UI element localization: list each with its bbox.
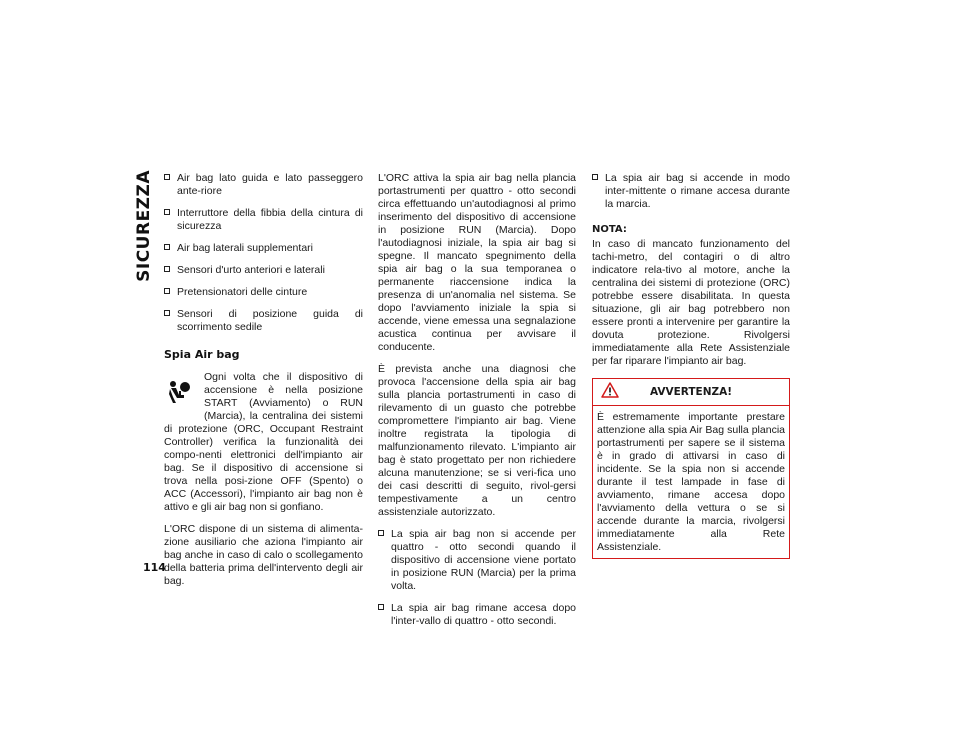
- bullet-square-icon: [378, 604, 384, 610]
- section-heading: Spia Air bag: [164, 348, 240, 361]
- bullet-square-icon: [164, 244, 170, 250]
- bullet-square-icon: [164, 266, 170, 272]
- column-1: [164, 172, 363, 597]
- list-item: La spia air bag rimane accesa dopo l'inter-vallo di quattro - otto secondi.: [378, 602, 576, 628]
- list-item: Pretensionatori delle cinture: [164, 286, 363, 299]
- bullet-square-icon: [164, 288, 170, 294]
- bullet-square-icon: [378, 530, 384, 536]
- warning-box: [592, 378, 790, 559]
- list-item: La spia air bag si accende in modo inter-mittente o rimane accesa durante la marcia.: [592, 172, 790, 211]
- warning-triangle-icon: [601, 382, 619, 398]
- list-item: Air bag laterali supplementari: [164, 242, 363, 255]
- airbag-paragraph-block: [164, 371, 363, 514]
- note-text: In caso di mancato funzionamento del tachi-metro, del contagiri o di altro indicatore rela-tivo al motore, anche la centralina dei sistemi di protezione (ORC) potrebbe essere disabilitata. In questa situazione, gli air bag potrebbero non essere pronti a intervenire per garantire la dovuta protezione. Rivolgersi immediatamente alla Rete Assistenziale per far riparare l'impianto air bag.: [592, 238, 790, 367]
- list-item: La spia air bag non si accende per quattro - otto secondi quando il dispositivo di accensione viene portato in posizione RUN (Marcia) per la prima volta.: [378, 528, 576, 593]
- warning-header: [593, 379, 789, 406]
- list-item: Air bag lato guida e lato passeggero ante-riore: [164, 172, 363, 198]
- bullet-square-icon: [592, 174, 598, 180]
- list-item: Sensori d'urto anteriori e laterali: [164, 264, 363, 277]
- bullet-square-icon: [164, 174, 170, 180]
- column-3: [592, 172, 790, 559]
- paragraph-1: L'ORC attiva la spia air bag nella plancia portastrumenti per quattro - otto secondi circa effettuando un'autodiagnosi al primo inserimento del dispositivo di accensione in posizione RUN (Marcia). Dopo l'autodiagnosi iniziale, la spia air bag si spegne. Il mancato spegnimento della spia air bag o la sua temporanea o permanente riaccensione indica la presenza di un'anomalia nel sistema. Se dopo l'avviamento iniziale la spia si accende, viene emessa una segnalazione acustica continua per avvisare il conducente.: [378, 172, 576, 353]
- airbag-paragraph: Ogni volta che il dispositivo di accensione è nella posizione START (Avviamento) o RUN (Marcia), la centralina dei sistemi di protezione (ORC, Occupant Restraint Controller) verifica la funzionalità dei compo-nenti elettronici dell'impianto air bag. Se il dispositivo di accensione si trova nella posi-zione OFF (Spento) o ACC (Accessori), l'impianto air bag non è attivo e gli air bag non si gonfiano.: [164, 371, 363, 513]
- bullet-square-icon: [164, 209, 170, 215]
- note-label: NOTA:: [592, 224, 627, 235]
- warning-text: È estremamente importante prestare attenzione alla spia Air Bag sulla plancia portastrumenti per sapere se il sistema è in grado di attivarsi in caso di incidente. Se la spia non si accende durante il test lampade in fase di avviamento, rimane accesa dopo l'avviamento della vettura o se si accende durante la marcia, rivolgersi immediatamente alla Rete Assistenziale.: [597, 411, 785, 553]
- warning-title: AVVERTENZA!: [649, 385, 733, 398]
- airbag-warning-icon: [166, 379, 192, 405]
- list-item: Sensori di posizione guida di scorrimento sedile: [164, 308, 363, 334]
- list-item: Interruttore della fibbia della cintura di sicurezza: [164, 207, 363, 233]
- column-2: [378, 172, 576, 637]
- section-title: SICUREZZA: [134, 170, 154, 282]
- paragraph-2: È prevista anche una diagnosi che provoca l'accensione della spia air bag sulla plancia portastrumenti in caso di rilevamento di un guasto che potrebbe compromettere l'impianto air bag. Viene inoltre registrata la tipologia di malfunzionamento rilevato. L'impianto air bag è stato progettato per non richiedere alcuna manutenzione; se si veri-fica uno dei casi descritti di seguito, rivol-gersi tempestivamente a un centro assistenziale autorizzato.: [378, 363, 576, 518]
- bullet-square-icon: [164, 310, 170, 316]
- page-number: 114: [143, 561, 166, 574]
- orc-paragraph: L'ORC dispone di un sistema di alimenta-zione ausiliario che aziona l'impianto air bag anche in caso di calo o scollegamento della batteria prima dell'intervento degli air bag.: [164, 523, 363, 587]
